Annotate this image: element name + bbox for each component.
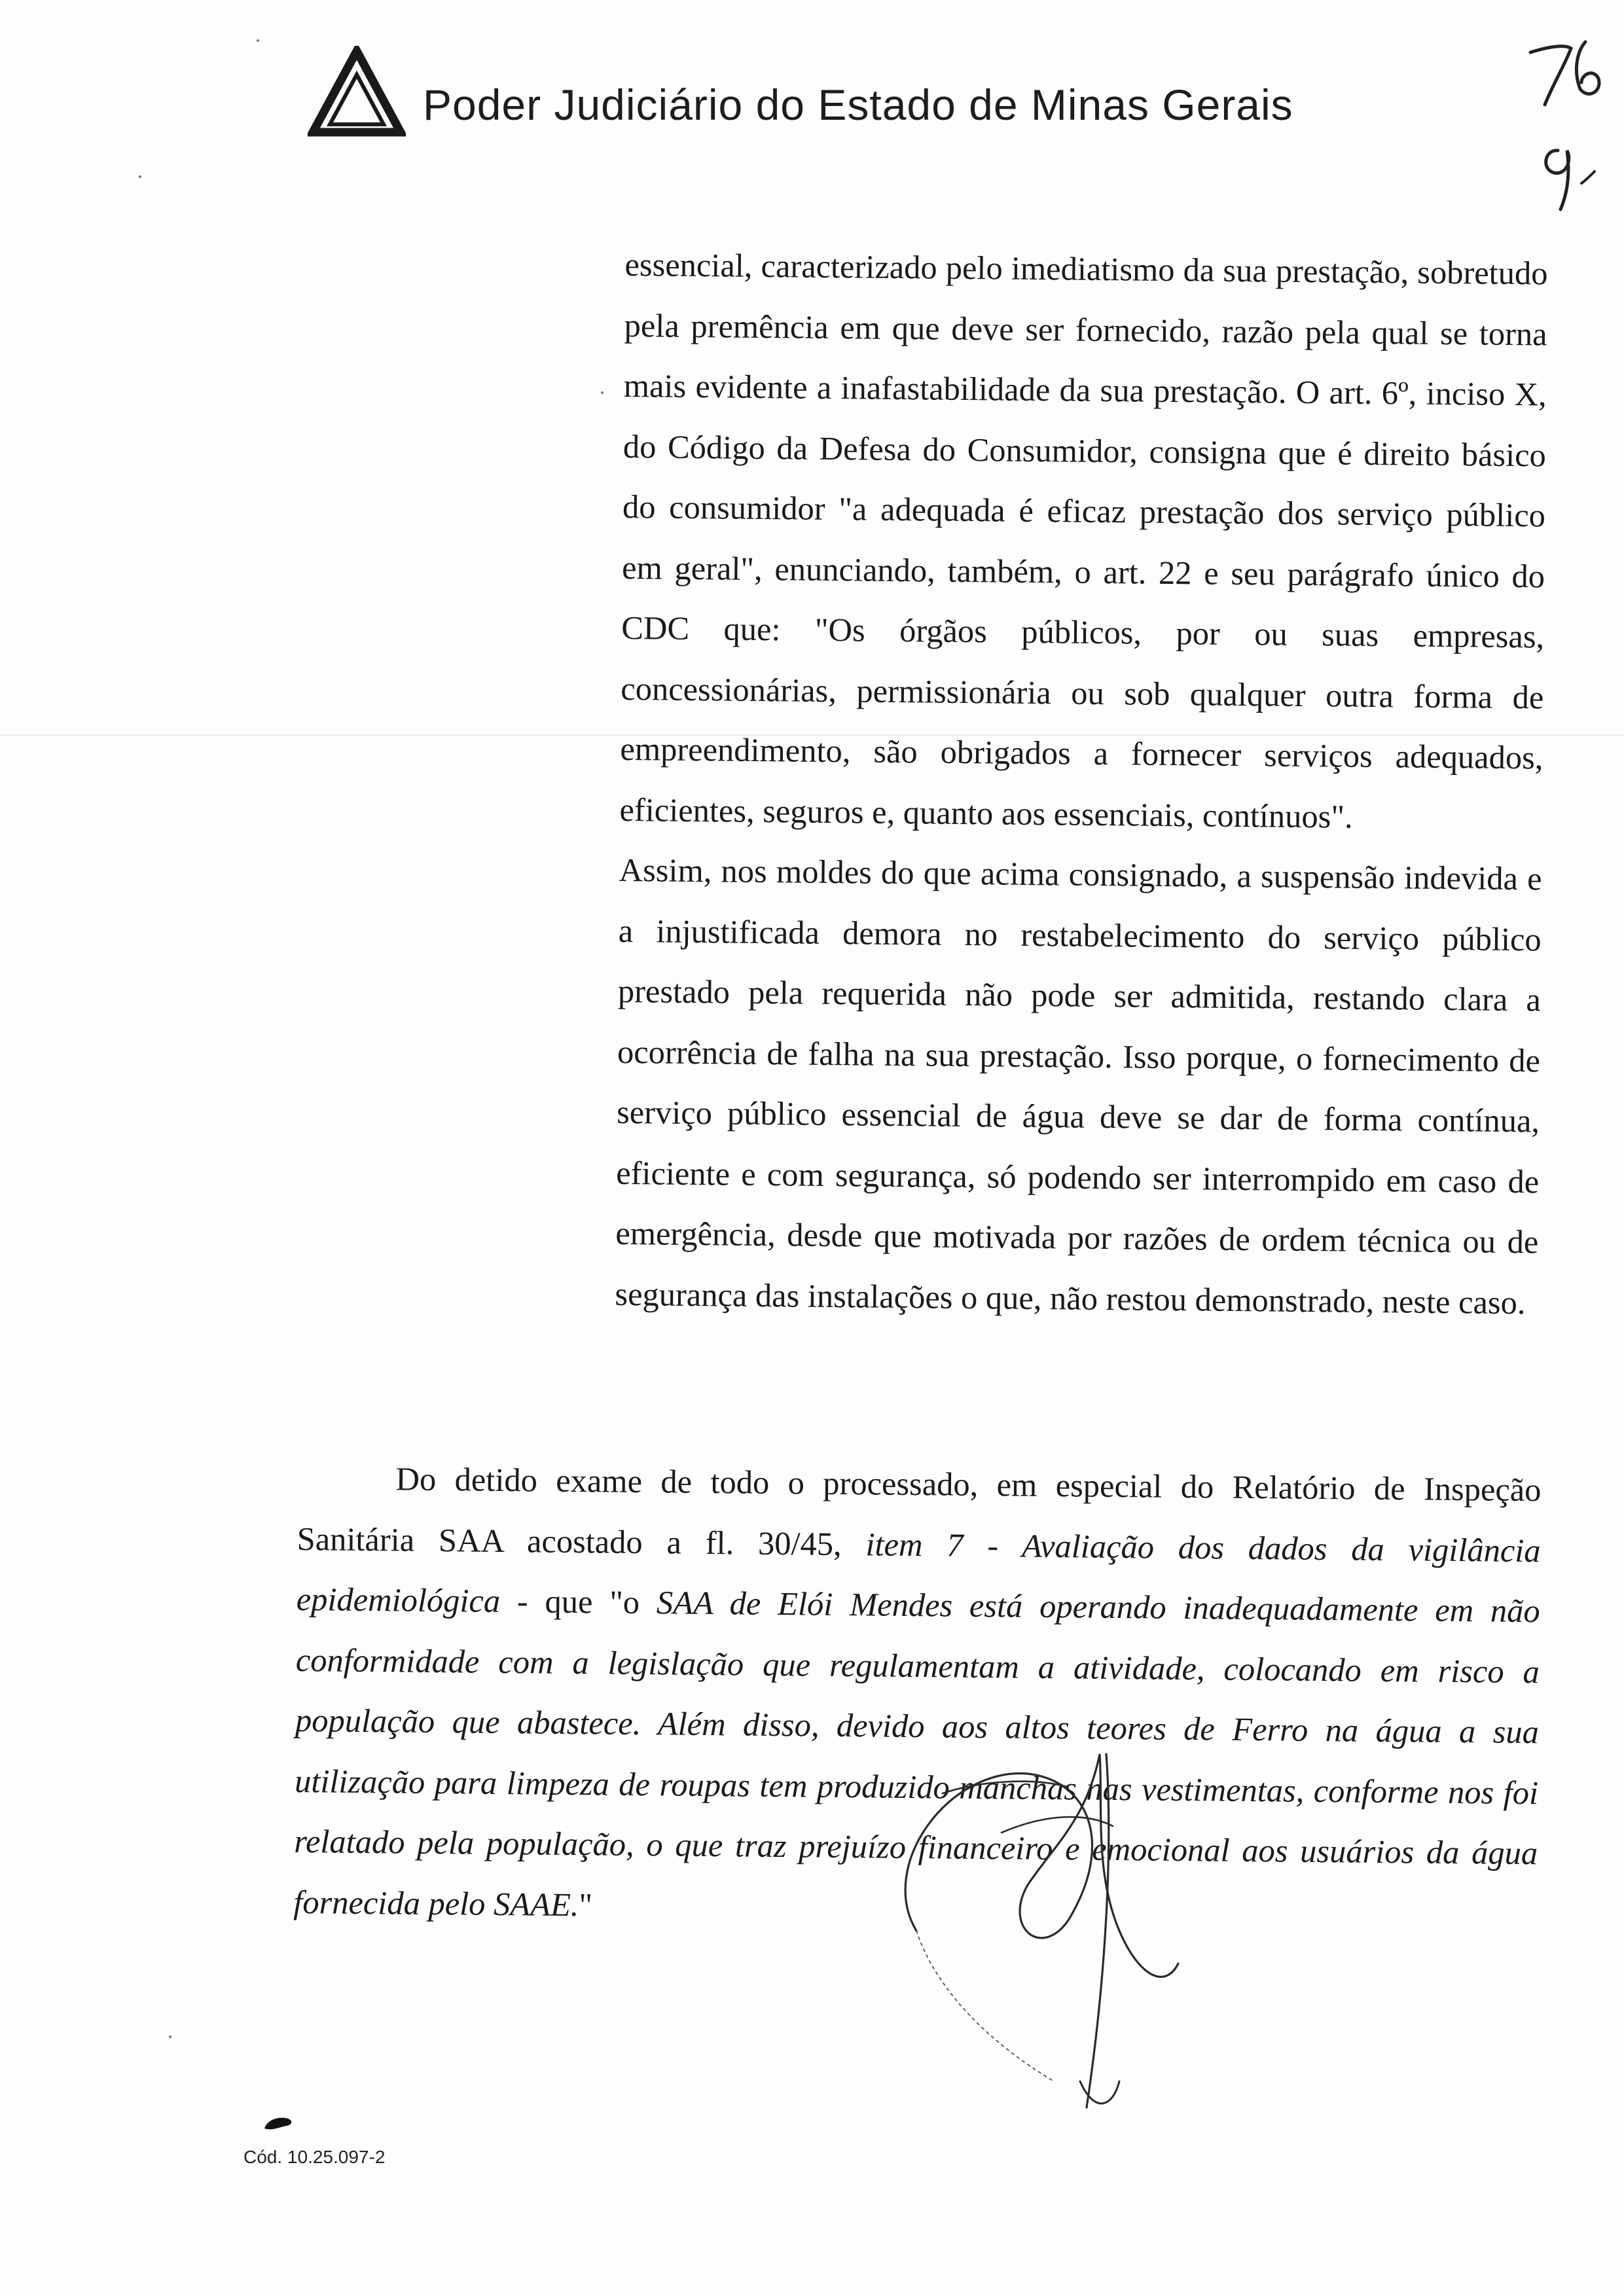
scan-speck [257,39,259,42]
form-code: Cód. 10.25.097-2 [244,2147,386,2167]
ink-blot [263,2115,295,2132]
main-paragraph-closing: " [579,1886,593,1923]
column-paragraph-1: essencial, caracterizado pelo imediatismo da sua prestação, sobretudo pela premência em que deve ser fornecido, razão pela qual se torna mais evidente a inafastabilidade da sua prestação. O art. 6º, inciso X, do Código da Defesa do Consumidor, consigna que é direito básico do consumidor "a adequada é eficaz prestação dos serviço público em geral", enunciando, também, o art. 22 e seu parágrafo único do CDC que: "Os órgãos públicos, por ou suas empresas, concessionárias, permissionária ou sob qualquer outra forma de empreendimento, são obrigados a fornecer serviços adequados, eficientes, seguros e, quanto aos essenciais, contínuos". [619,245,1548,835]
main-paragraph-lead: Do detido exame de todo o processado, em especial do Relatório de Inspeção Sanitária SAA acostado a fl. 30/45, [297,1460,1542,1562]
court-name: Poder Judiciário do Estado de Minas Gerais [423,81,1293,129]
scan-speck [169,2036,171,2038]
page-header [308,46,1293,137]
handwritten-signature [838,1715,1270,2121]
main-paragraph-item-reference: item 7 - Avaliação dos dados da vigilância epidemiológica [296,1525,1541,1619]
scan-speck [139,175,141,178]
column-paragraph-2: Assim, nos moldes do que acima consignado, a suspensão indevida e a injustificada demora no restabelecimento do serviço público prestado pela requerida não pode ser admitida, restando clara a ocorrência de falha na sua prestação. Isso porque, o fornecimento de serviço público essencial de água deve se dar de forma contínua, eficiente e com segurança, só podendo ser interrompido em caso de emergência, desde que motivada por razões de ordem técnica ou de segurança das instalações o que, não restou demonstrado, neste caso. [615,851,1542,1321]
indented-quote-column [615,234,1548,1333]
scan-speck [601,391,604,394]
handwritten-folio-number [1525,26,1610,229]
main-paragraph-middle: - que "o [499,1582,657,1621]
triangle-emblem-icon [308,46,406,137]
main-paragraph-quote: SAA de Elói Mendes está operando inadequadamente em não conformidade com a legislação que regulamentam a atividade, colocando em risco a população que abastece. Além disso, devido aos altos teores de Ferro na água a sua utilização para limpeza de roupas tem produzido manchas nas vestimentas, conforme nos foi relatado pela população, o que traz prejuízo financeiro e emocional aos usuários da água fornecida pelo SAAE. [293,1584,1540,1923]
